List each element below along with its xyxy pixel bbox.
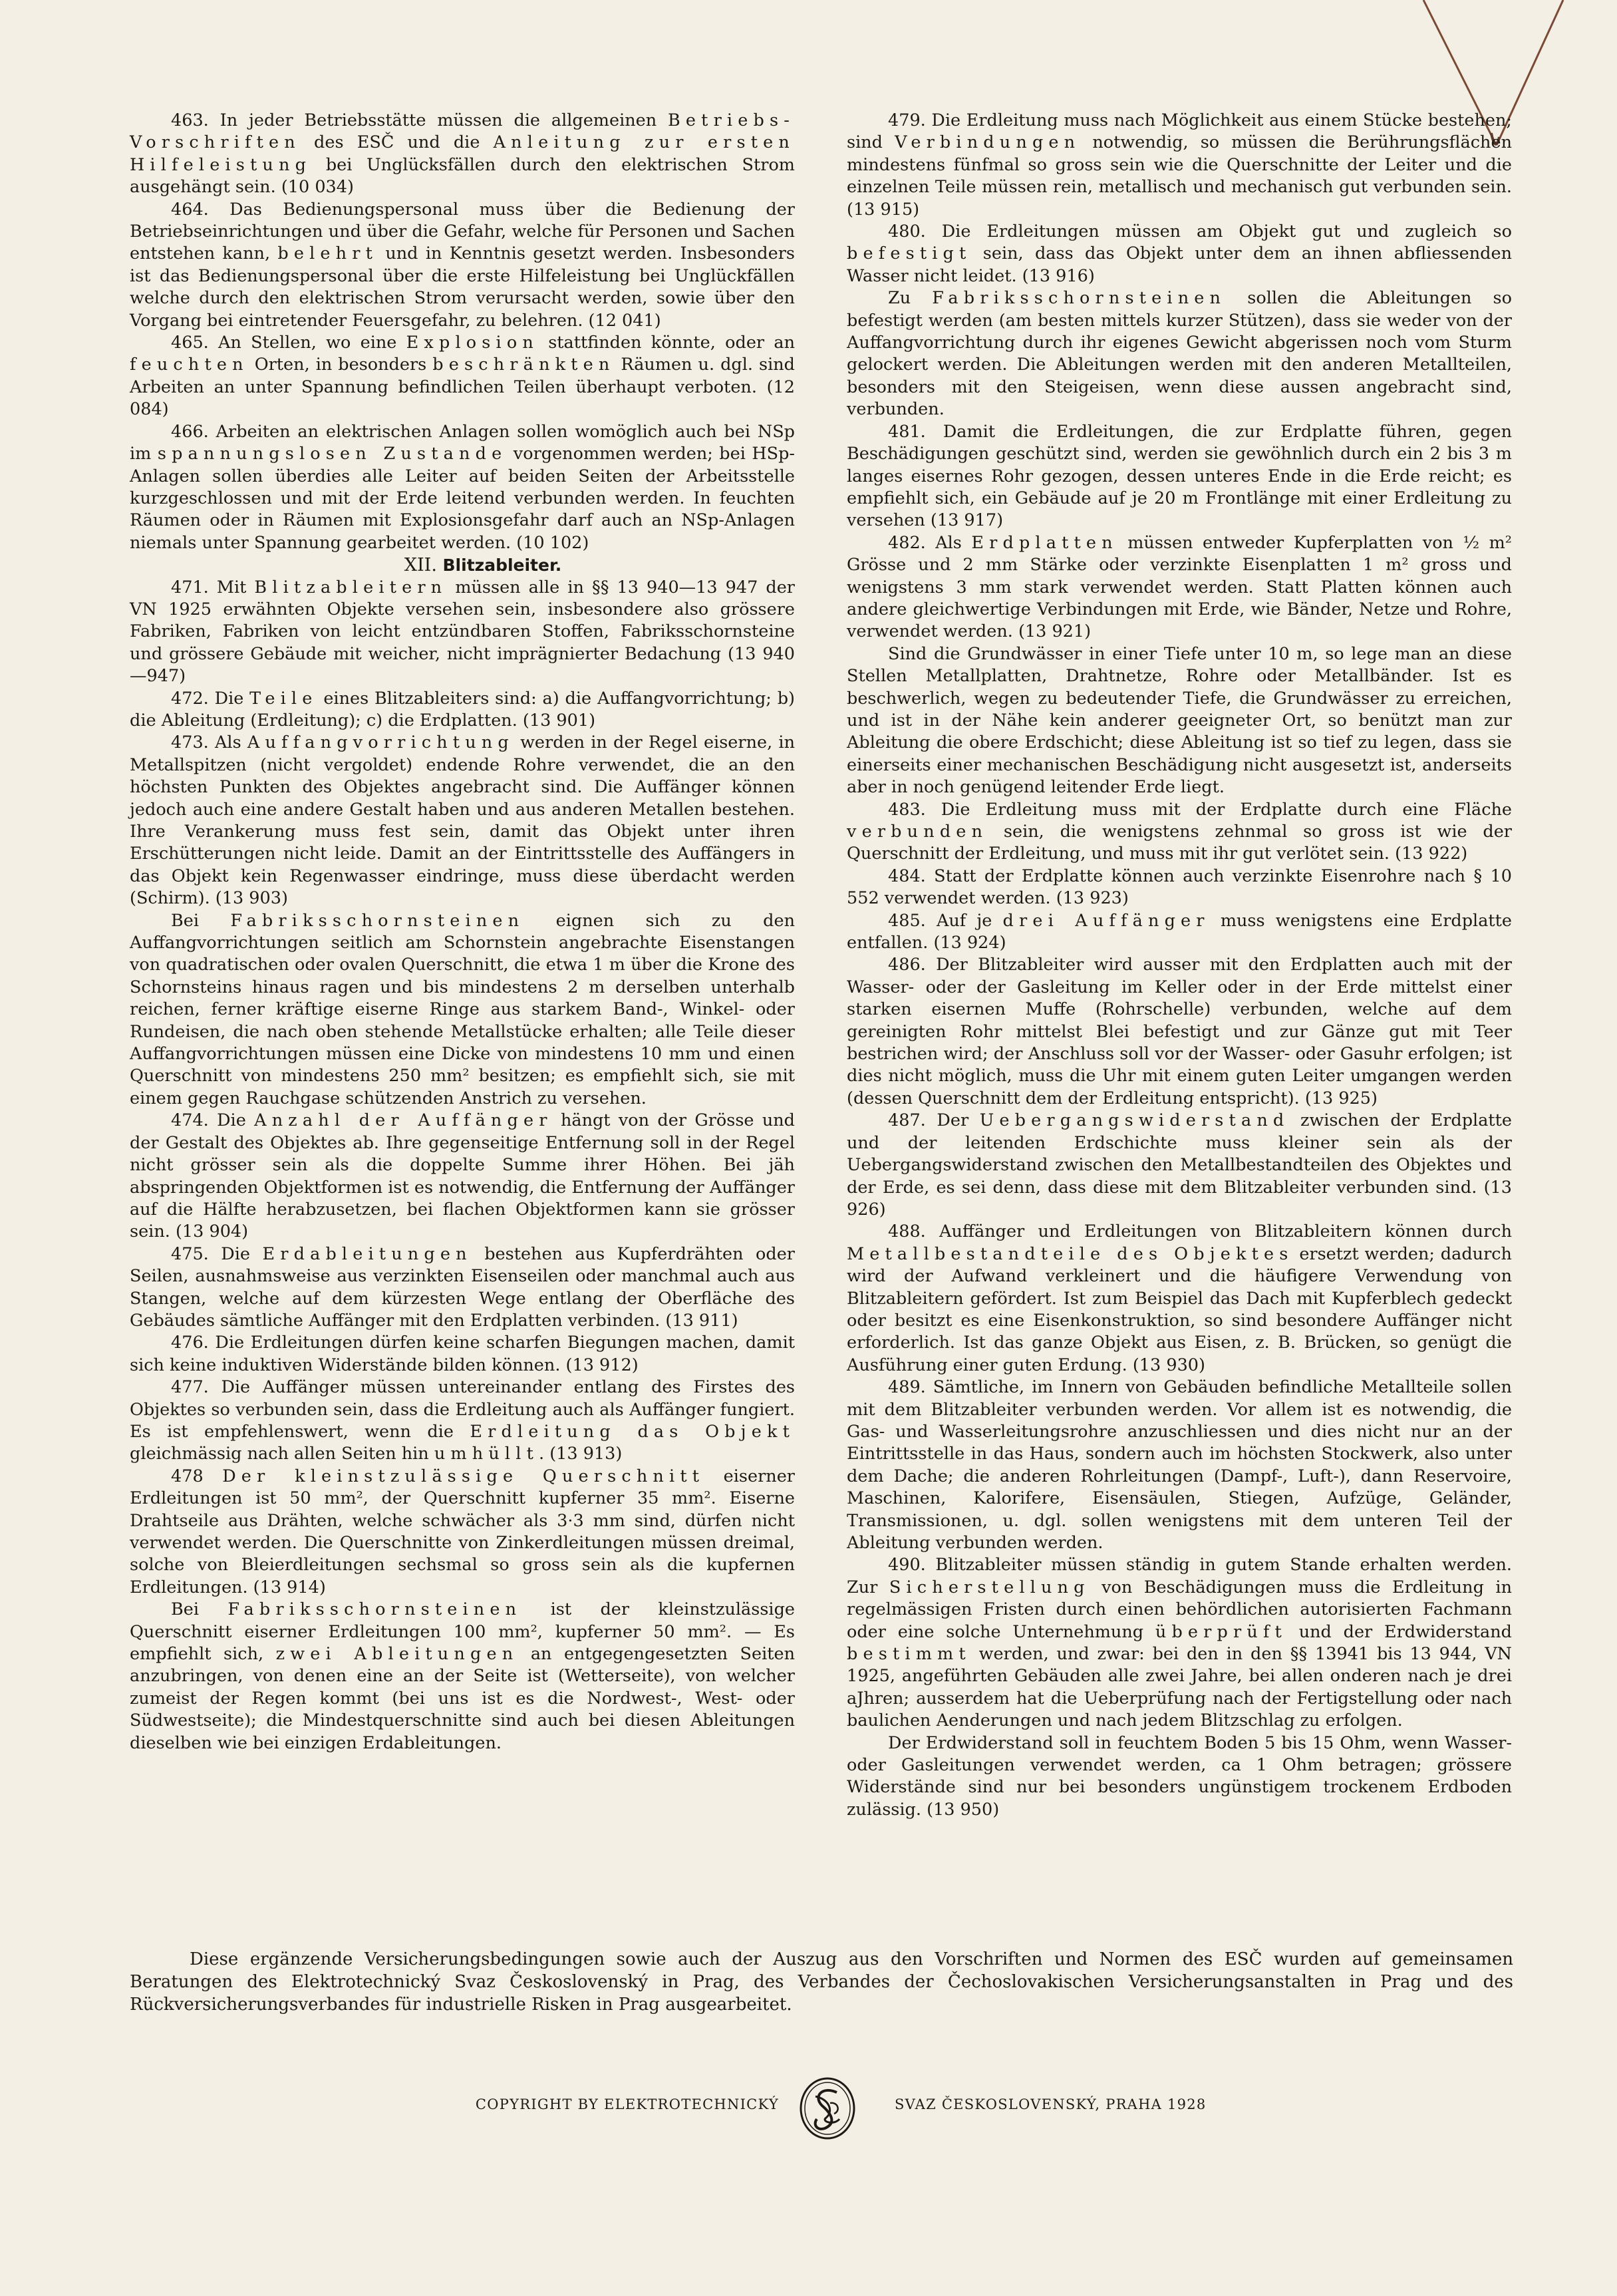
paragraph-478: 478 Der kleinstzulässige Querschnitt eiserner Erdleitungen ist 50 mm², der Querschnitt kupferner 35 mm². Eiserne Drahtseile aus Drähten, welche schwächer als 3·3 mm sind, dürfen nicht verwendet werden. Die Querschnitte von Zinkerdleitungen müssen dreimal, solche von Bleierdleitungen sechsmal so gross sein als die kupfernen Erdleitungen. (13 914) [130, 1466, 795, 1597]
paragraph-483: 483. Die Erdleitung muss mit der Erdplatte durch eine Fläche verbunden sein, die wenigstens zehnmal so gross ist wie der Querschnitt der Erdleitung, und muss mit ihr gut verlötet sein. (13 922) [847, 799, 1512, 864]
paragraph-482-groundwater: Sind die Grundwässer in einer Tiefe unter 10 m, so lege man an diese Stellen Metallplatten, Drahtnetze, Rohre oder Metallbänder. Ist es beschwerlich, wegen zu bedeutender Tiefe, die Grundwässer zu erreichen, und ist in der Nähe kein anderer geeigneter Ort, so benützt man zur Ableitung die obere Erdschicht; diese Ableitung ist so tief zu legen, dass sie einerseits einer mechanischen Beschädigung nicht ausgesetzt ist, anderseits aber in noch genügend leitender Erde liegt. [847, 643, 1512, 798]
paragraph-488: 488. Auffänger und Erdleitungen von Blitzableitern können durch Metallbestandteile des Objektes ersetzt werden; dadurch wird der Aufwand verkleinert und die häufigere Verwendung von Blitzableitern gefördert. Ist zum Beispiel das Dach mit Kupferblech gedeckt oder besitzt es eine Eisenkonstruktion, so sind besondere Auffänger nicht erforderlich. Ist das ganze Objekt aus Eisen, z. B. Brücken, so genügt die Ausführung einer guten Erdung. (13 930) [847, 1222, 1512, 1375]
paragraph-490-resistance: Der Erdwiderstand soll in feuchtem Boden 5 bis 15 Ohm, wenn Wasser- oder Gasleitungen verwendet werden, ca 1 Ohm betragen; grössere Widerstände sind nur bei besonders ungünstigem trockenem Erdboden zulässig. (13 950) [847, 1732, 1512, 1820]
paragraph-465: 465. An Stellen, wo eine Explosion stattfinden könnte, oder an feuchten Orten, in besonders beschränkten Räumen u. dgl. sind Arbeiten an unter Spannung befindlichen Teilen überhaupt verboten. (12 084) [130, 333, 795, 420]
right-column [847, 110, 1512, 1821]
footer-copyright-left: COPYRIGHT BY ELEKTROTECHNICKÝ [475, 2096, 779, 2112]
paragraph-479: 479. Die Erdleitung muss nach Möglichkeit aus einem Stücke bestehen; sind Verbindungen notwendig, so müssen die Berührungsflächen mindestens fünfmal so gross sein wie die Querschnitte der Leiter und die einzelnen Teile müssen rein, metallisch und mechanisch gut verbunden sein. (13 915) [847, 110, 1512, 220]
paragraph-490: 490. Blitzableiter müssen ständig in gutem Stande erhalten werden. Zur Sicherstellung von Beschädigungen muss die Erdleitung in regelmässigen Fristen durch einen behördlichen autorisierten Fachmann oder eine solche Unternehmung überprüft und der Erdwiderstand bestimmt werden, und zwar: bei den in den §§ 13941 bis 13 944, VN 1925, angeführten Gebäuden alle zwei Jahre, bei allen onderen nach je drei aJhren; ausserdem hat die Ueberprüfung nach der Fertigstellung oder nach baulichen Aenderungen und nach jedem Blitzschlag zu erfolgen. [847, 1555, 1513, 1731]
paragraph-476: 476. Die Erdleitungen dürfen keine scharfen Biegungen machen, damit sich keine induktiven Widerstände bilden können. (13 912) [130, 1333, 795, 1375]
paragraph-480-chimneys: Zu Fabriksschornsteinen sollen die Ableitungen so befestigt werden (am besten mittels kurzer Stützen), dass sie weder von der Auffangvorrichtung durch ihr eigenes Gewicht abgerissen noch vom Sturm gelockert werden. Die Ableitungen werden mit den anderen Metallteilen, besonders mit den Steigeisen, wenn diese aussen angebracht sind, verbunden. [847, 288, 1512, 420]
paragraph-486: 486. Der Blitzableiter wird ausser mit den Erdplatten auch mit der Wasser- oder der Gasleitung im Keller oder in der Erde mittelst einer starken eisernen Muffe (Rohrschelle) verbunden, welche auf dem gereinigten Rohr mittelst Blei befestigt und zur Gänze gut mit Teer bestrichen wird; der Anschluss soll vor der Wasser- oder Gasuhr erfolgen; ist dies nicht möglich, muss die Uhr mit einem guten Leiter umgangen werden (dessen Querschnitt dem der Erdleitung entspricht). (13 925) [847, 955, 1512, 1108]
paragraph-477: 477. Die Auffänger müssen untereinander entlang des Firstes des Objektes so verbunden sein, dass die Erdleitung auch als Auffänger fungiert. Es ist empfehlenswert, wenn die Erdleitung das Objekt gleichmässig nach allen Seiten hin umhüllt. (13 913) [130, 1377, 795, 1464]
closing-note: Diese ergänzende Versicherungsbedingungen sowie auch der Auszug aus den Vorschriften und Normen des ESČ wurden auf gemeinsamen Beratungen des Elektrotechnický Svaz Československý in Prag, des Verbandes der Čechoslovakischen Versicherungsanstalten in Prag und des Rückversicherungsverbandes für industrielle Risken in Prag ausgearbeitet. [130, 1949, 1513, 2015]
paragraph-478-chimneys: Bei Fabriksschornsteinen ist der kleinstzulässige Querschnitt eiserner Erdleitungen 100 mm², kupferner 50 mm². — Es empfiehlt sich, zwei Ableitungen an entgegengesetzten Seiten anzubringen, von denen eine an der Seite ist (Wetterseite), von welcher zumeist der Regen kommt (bei uns ist es die Nordwest-, West- oder Südwestseite); die Mindestquerschnitte sind auch bei diesen Ableitungen dieselben wie bei einzigen Erdableitungen. [130, 1599, 796, 1753]
paragraph-480: 480. Die Erdleitungen müssen am Objekt gut und zugleich so befestigt sein, dass das Objekt unter dem an ihnen abfliessenden Wasser nicht leidet. (13 916) [847, 222, 1512, 286]
paragraph-464: 464. Das Bedienungspersonal muss über die Bedienung der Betriebseinrichtungen und über die Gefahr, welche für Personen und Sachen entstehen kann, belehrt und in Kenntnis gesetzt werden. Insbesonders ist das Bedienungspersonal über die erste Hilfeleistung bei Unglückfällen welche durch den elektrischen Strom verursacht werden, sowie über den Vorgang bei eintretender Feuersgefahr, zu belehren. (12 041) [130, 199, 795, 331]
paragraph-466: 466. Arbeiten an elektrischen Anlagen sollen womöglich auch bei NSp im spannungslosen Zustande vorgenommen werden; bei HSp-Anlagen sollen überdies alle Leiter auf beiden Seiten der Arbeitsstelle kurzgeschlossen und mit der Erde leitend verbunden werden. In feuchten Räumen oder in Räumen mit Explosionsgefahr darf auch an NSp-Anlagen niemals unter Spannung gearbeitet werden. (10 102) [130, 421, 796, 553]
paragraph-471: 471. Mit Blitzableitern müssen alle in §§ 13 940—13 947 der VN 1925 erwähnten Objekte versehen sein, insbesondere also grössere Fabriken, Fabriken von leicht entzündbaren Stoffen, Fabriksschornsteine und grössere Gebäude mit weicher, nicht imprägnierter Bedachung (13 940—947) [130, 577, 795, 687]
paragraph-474: 474. Die Anzahl der Auffänger hängt von der Grösse und der Gestalt des Objektes ab. Ihre gegenseitige Entfernung soll in der Regel nicht grösser sein als die doppelte Summe ihrer Höhen. Bei jäh abspringenden Objektformen ist es notwendig, die Entfernung der Auffänger auf die Hälfte herabzusetzen, bei flachen Objektformen kann sie grösser sein. (13 904) [130, 1110, 796, 1242]
paragraph-475: 475. Die Erdableitungen bestehen aus Kupferdrähten oder Seilen, ausnahmsweise aus verzinkten Eisenseilen oder manchmal auch aus Stangen, welche auf dem kürzesten Wege entlang der Oberfläche des Gebäudes sämtliche Auffänger mit den Erdplatten verbinden. (13 911) [130, 1243, 795, 1331]
footer [0, 2076, 1617, 2143]
esc-monogram-icon [796, 2076, 859, 2140]
footer-copyright-right: SVAZ ČESKOSLOVENSKÝ, PRAHA 1928 [895, 2096, 1207, 2112]
paragraph-484: 484. Statt der Erdplatte können auch verzinkte Eisenrohre nach § 10 552 verwendet werden. (13 923) [847, 866, 1512, 909]
paragraph-482: 482. Als Erdplatten müssen entweder Kupferplatten von ½ m² Grösse und 2 mm Stärke oder verzinkte Eisenplatten 1 m² gross und wenigstens 3 mm stark verwendet werden. Statt Platten können auch andere gleichwertige Verbindungen mit Erde, wie Bänder, Netze und Rohre, verwendet werden. (13 921) [847, 532, 1512, 642]
paragraph-472: 472. Die Teile eines Blitzableiters sind: a) die Auffangvorrichtung; b) die Ableitung (Erdleitung); c) die Erdplatten. (13 901) [130, 688, 795, 731]
paragraph-463: 463. In jeder Betriebsstätte müssen die allgemeinen Betriebs-Vorschriften des ESČ und die Anleitung zur ersten Hilfeleistung bei Unglücksfällen durch den elektrischen Strom ausgehängt sein. (10 034) [130, 110, 795, 198]
section-title: Blitzableiter. [442, 556, 562, 575]
paragraph-485: 485. Auf je drei Auffänger muss wenigstens eine Erdplatte entfallen. (13 924) [847, 910, 1512, 953]
paragraph-487: 487. Der Uebergangswiderstand zwischen der Erdplatte und der leitenden Erdschichte muss kleiner sein als der Uebergangswiderstand zwischen den Metallbestandteilen des Objektes und der Erde, es sei denn, dass diese mit dem Blitzableiter verbunden sind. (13 926) [847, 1110, 1512, 1220]
paragraph-473-chimneys: Bei Fabriksschornsteinen eignen sich zu den Auffangvorrichtungen seitlich am Schornstein angebrachte Eisenstangen von quadratischen oder ovalen Querschnitt, die etwa 1 m über die Krone des Schornsteins hinaus ragen und bis mindestens 2 m derselben unterhalb reichen, ferner kräftige eiserne Ringe aus starkem Band-, Winkel- oder Rundeisen, die nach oben stehende Metallstücke erhalten; alle Teile dieser Auffangvorrichtungen müssen eine Dicke von mindestens 10 mm und einen Querschnitt von mindestens 250 mm² besitzen; es empfiehlt sich, sie mit einem gegen Rauchgase schützenden Anstrich zu versehen. [130, 910, 795, 1108]
left-column [130, 110, 795, 1754]
section-number: XII. [404, 555, 437, 576]
paragraph-481: 481. Damit die Erdleitungen, die zur Erdplatte führen, gegen Beschädigungen geschützt sind, werden sie gewöhnlich durch ein 2 bis 3 m langes eisernes Rohr gezogen, dessen unteres Ende in die Erde reicht; es empfiehlt sich, ein Gebäude auf je 20 m Frontlänge mit einer Erdleitung zu versehen (13 917) [847, 421, 1512, 531]
paragraph-489: 489. Sämtliche, im Innern von Gebäuden befindliche Metallteile sollen mit dem Blitzableiter verbunden werden. Vor allem ist es notwendig, die Gas- und Wasserleitungsrohre anzuschliessen und dies nicht nur an der Eintrittsstelle in das Haus, sondern auch im höchsten Stockwerk, also unter dem Dache; die anderen Rohrleitungen (Dampf-, Luft-), dann Reservoire, Maschinen, Kalorifere, Eisensäulen, Stiegen, Aufzüge, Geländer, Transmissionen, u. dgl. sollen wenigstens mit dem unteren Teil der Ableitung verbunden werden. [847, 1377, 1512, 1553]
section-heading [130, 554, 795, 576]
paragraph-473: 473. Als Auffangvorrichtung werden in der Regel eiserne, in Metallspitzen (nicht vergoldet) endende Rohre verwendet, die an den höchsten Punkten des Objektes angebracht sind. Die Auffänger können jedoch auch eine andere Gestalt haben und aus anderen Metallen bestehen. Ihre Verankerung muss fest sein, damit das Objekt unter ihren Erschütterungen nicht leide. Damit an der Eintrittsstelle des Auffängers in das Objekt kein Regenwasser eindringe, muss diese überdacht werden (Schirm). (13 903) [130, 733, 795, 909]
